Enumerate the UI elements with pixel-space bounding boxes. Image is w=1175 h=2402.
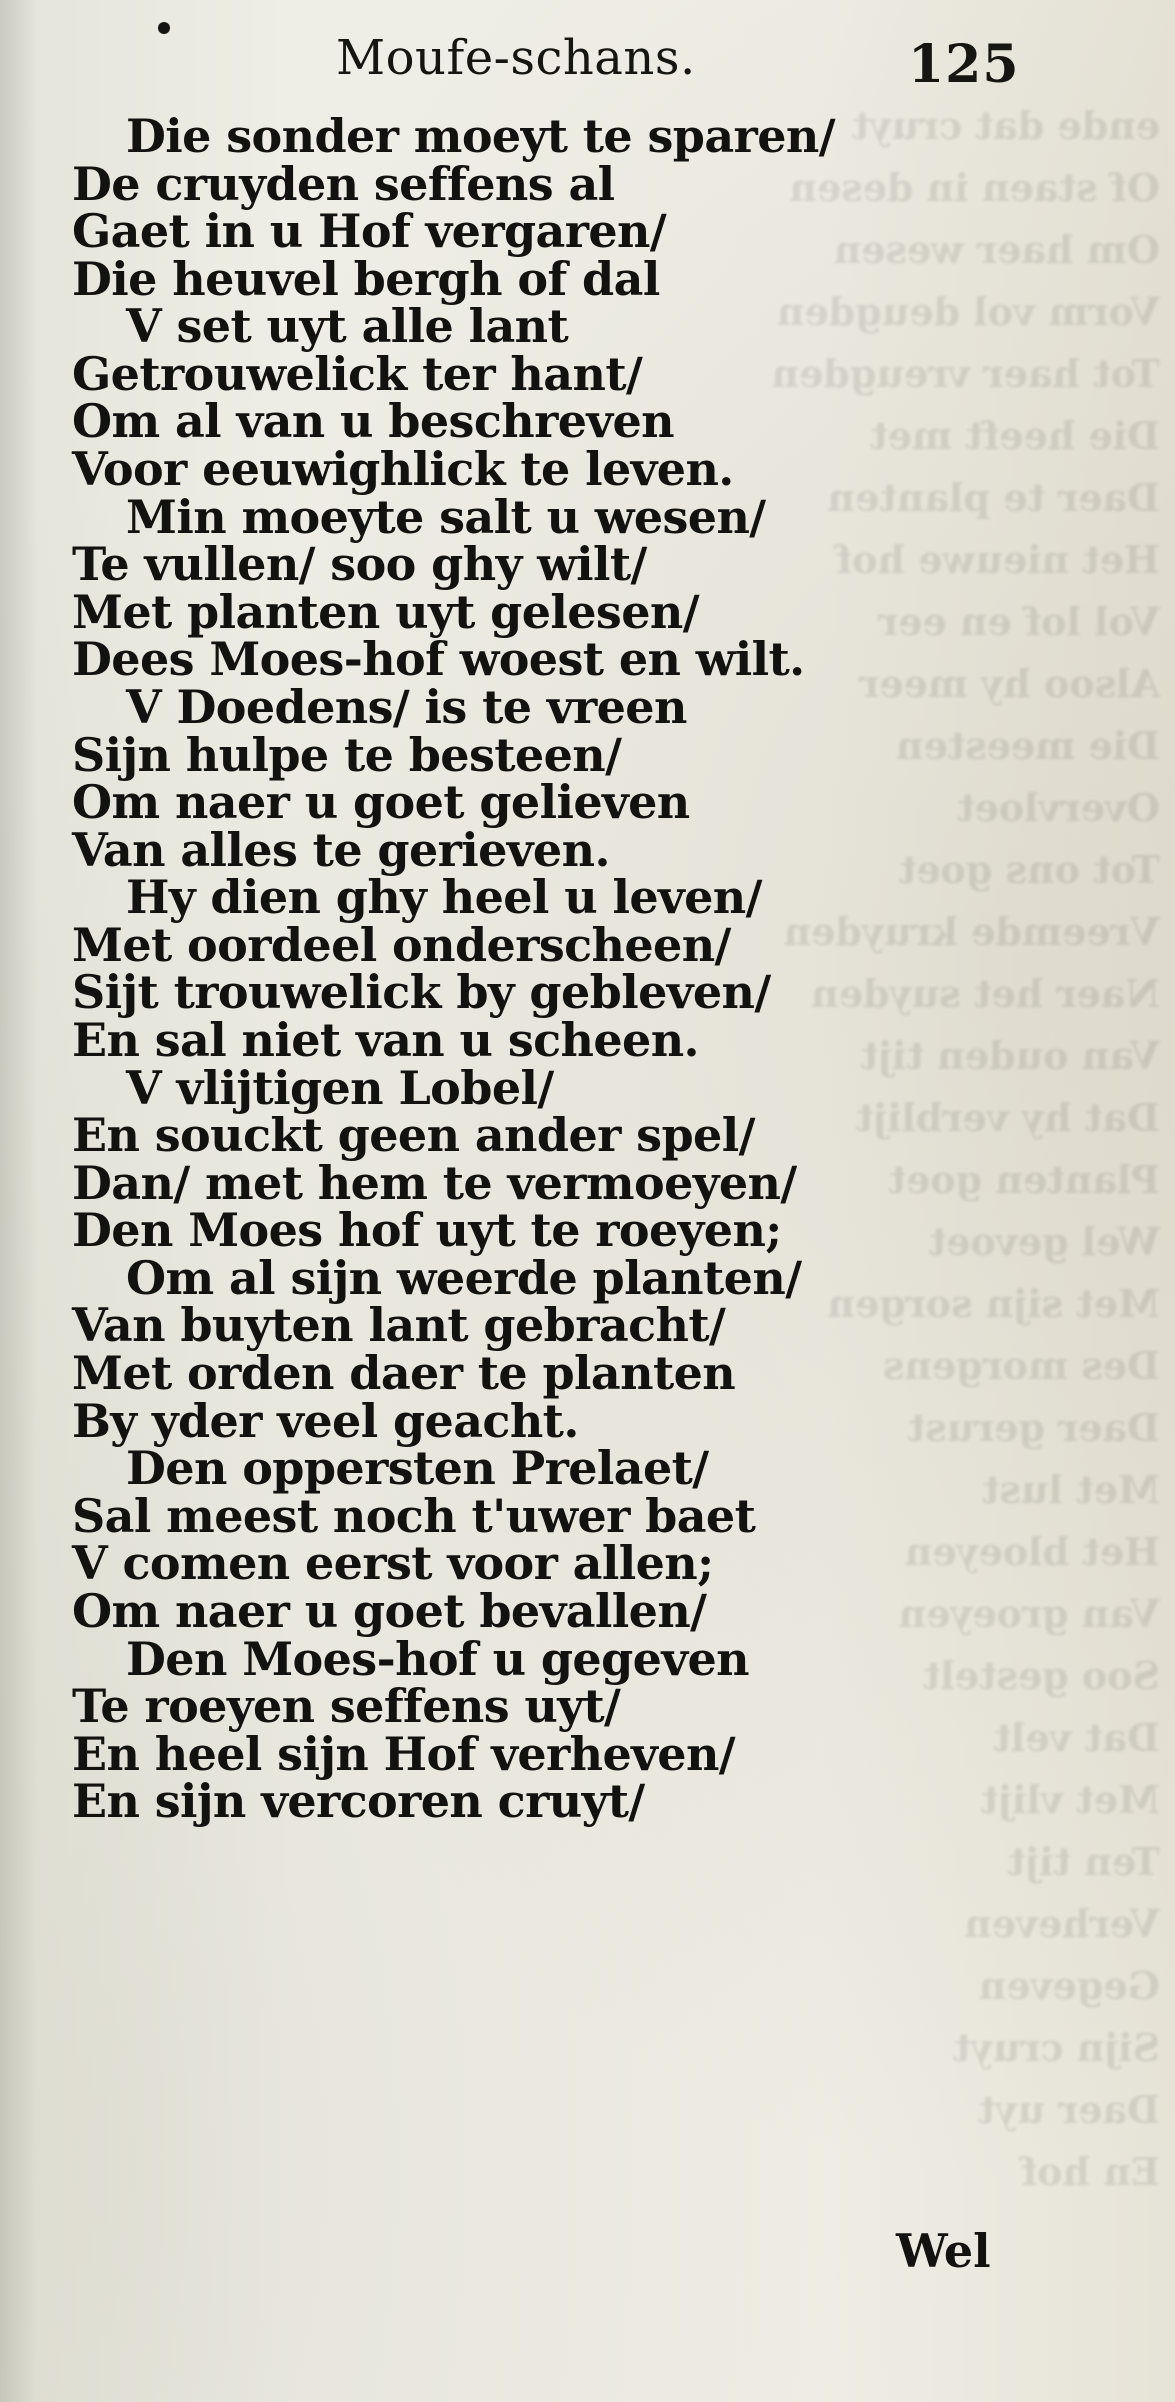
verse-line: Om al sijn weerde planten/ (126, 1250, 802, 1305)
binding-shadow (0, 0, 38, 2402)
verse-line: Sijn hulpe te besteen/ (72, 727, 622, 782)
verse-line: Te roeyen seffens uyt/ (72, 1679, 621, 1734)
verse-line: Om naer u goet bevallen/ (72, 1583, 707, 1638)
verse-line: Met oordeel onderscheen/ (72, 917, 731, 972)
verse-line: Den Moes hof uyt te roeyen; (72, 1203, 782, 1258)
verse-line: Die sonder moeyt te sparen/ (126, 109, 835, 163)
verse-line: V set uyt alle lant (126, 299, 569, 354)
ink-dot (158, 22, 170, 34)
verse-line: Dees Moes-hof woest en wilt. (72, 632, 805, 687)
verse-line: Met orden daer te planten (72, 1346, 736, 1401)
verse-line: Dan/ met hem te vermoeyen/ (72, 1155, 797, 1210)
verse-line: Te vullen/ soo ghy wilt/ (72, 537, 647, 592)
verse-line: Om al van u beschreven (72, 394, 675, 449)
verse-line: En heel sijn Hof verheven/ (72, 1726, 735, 1781)
verse-line: Gaet in u Hof vergaren/ (72, 204, 667, 259)
verse-line: Sijt trouwelick by gebleven/ (72, 965, 771, 1020)
verse-line: Getrouwelick ter hant/ (72, 346, 643, 401)
verse-line: Met planten uyt gelesen/ (72, 584, 699, 639)
show-through-text: ende dat cruyt Of staen in desen Om haer wesen Vorm vol deugden Tot haer vreugden Die heeft met Daer te planten Het nieuwe hof Vol lof en eer Alsoo hy meer Die meesten Overvloet Tot ons goet Vreemde kruyden Naer het suyden Van ouden tijt Dat hy verblijt Planten goet Wel gevoet Met sijn sorgen Des morgens Daer gerust Met lust Het bloeyen Van groeyen Soo gestelt Dat velt Met vlijt Ten tijt Verheven Gegeven Sijn cruyt Daer uyt En hof (771, 103, 1160, 2194)
page-number: 125 (908, 34, 1020, 95)
verse-line: V vlijtigen Lobel/ (126, 1060, 554, 1115)
verse-line: Van buyten lant gebracht/ (72, 1298, 726, 1353)
verse-line: Min moeyte salt u wesen/ (126, 489, 766, 544)
verse-line: De cruyden seffens al (72, 156, 615, 211)
verse-line: En souckt geen ander spel/ (72, 1108, 755, 1163)
verse-line: V Doedens/ is te vreen (126, 679, 687, 734)
verse-line: Om naer u goet gelieven (72, 775, 690, 830)
verse-line: En sal niet van u scheen. (72, 1012, 699, 1067)
verse-line: Hy dien ghy heel u leven/ (126, 870, 762, 925)
running-title: Moufe-schans. (336, 30, 696, 86)
verse-line: Die heuvel bergh of dal (72, 251, 660, 306)
verse-line: En sijn vercoren cruyt/ (72, 1774, 645, 1829)
poem-text (72, 109, 952, 1829)
catchword: Wel (896, 2224, 991, 2278)
verse-line: By yder veel geacht. (72, 1393, 579, 1448)
verse-line: V comen eerst voor allen; (72, 1536, 714, 1591)
verse-line: Voor eeuwighlick te leven. (72, 442, 734, 497)
verse-line: Van alles te gerieven. (72, 822, 610, 877)
verse-line: Den oppersten Prelaet/ (126, 1441, 709, 1496)
verse-line: Den Moes-hof u gegeven (126, 1631, 749, 1686)
verse-line: Sal meest noch t'uwer baet (72, 1488, 756, 1543)
